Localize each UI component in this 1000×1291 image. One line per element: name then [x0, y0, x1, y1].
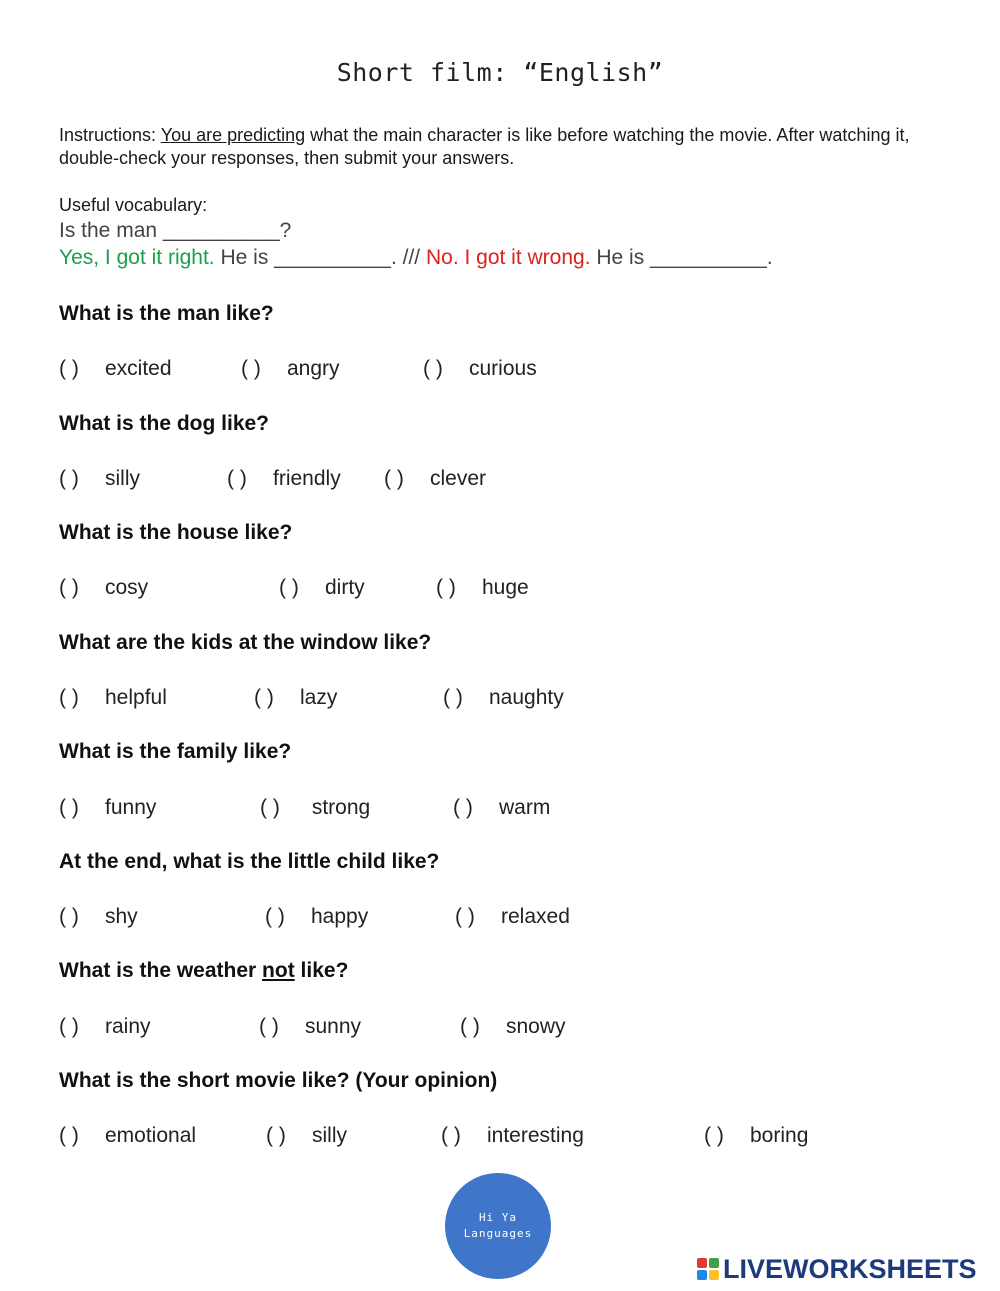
option-checkbox[interactable]: ( ) relaxed [455, 905, 570, 928]
vocabulary-answers [59, 246, 773, 270]
option-checkbox[interactable]: ( ) interesting [441, 1124, 584, 1147]
option-checkbox[interactable]: ( ) huge [436, 576, 529, 599]
option-checkbox[interactable]: ( ) dirty [279, 576, 365, 599]
vocabulary-he-is-1: He is __________. /// [214, 246, 426, 269]
brand-square-icon [697, 1270, 707, 1280]
question-5: What is the family like? [59, 740, 292, 763]
option-checkbox[interactable]: ( ) helpful [59, 686, 167, 709]
option-checkbox[interactable]: ( ) silly [266, 1124, 347, 1147]
option-checkbox[interactable]: ( ) naughty [443, 686, 564, 709]
option-checkbox[interactable]: ( ) warm [453, 796, 551, 819]
option-checkbox[interactable]: ( ) clever [384, 467, 487, 490]
liveworksheets-wordmark: LIVEWORKSHEETS [723, 1253, 977, 1284]
option-checkbox[interactable]: ( ) snowy [460, 1015, 566, 1038]
question-3: What is the house like? [59, 521, 293, 544]
vocabulary-no: No. I got it wrong. [425, 246, 591, 269]
brand-square-icon [697, 1258, 707, 1268]
instructions-prefix: Instructions: [59, 125, 161, 145]
option-checkbox[interactable]: ( ) happy [265, 905, 369, 928]
liveworksheets-icon [697, 1258, 719, 1280]
option-checkbox[interactable]: ( ) cosy [59, 576, 149, 599]
option-checkbox[interactable]: ( ) angry [241, 357, 340, 380]
instructions-rest: what the main character is like before watching the movie. After watching it, double-check your responses, then submit your answers. [59, 125, 910, 168]
option-checkbox[interactable]: ( ) shy [59, 905, 138, 928]
instructions-underlined: You are predicting [160, 125, 306, 145]
liveworksheets-brand [697, 1253, 977, 1285]
worksheet-title: Short film: “English” [336, 58, 664, 87]
brand-square-icon [709, 1270, 719, 1280]
option-checkbox[interactable]: ( ) boring [704, 1124, 809, 1147]
vocabulary-question: Is the man __________? [59, 219, 292, 242]
option-checkbox[interactable]: ( ) excited [59, 357, 172, 380]
option-checkbox[interactable]: ( ) sunny [259, 1015, 362, 1038]
vocabulary-yes: Yes, I got it right. [59, 246, 215, 269]
question-6: At the end, what is the little child like? [59, 850, 440, 873]
question-7: What is the weather not like? [59, 959, 349, 982]
logo-line-2: Languages [463, 1227, 533, 1240]
brand-square-icon [709, 1258, 719, 1268]
option-checkbox[interactable]: ( ) emotional [59, 1124, 197, 1147]
option-checkbox[interactable]: ( ) curious [423, 357, 537, 380]
question-8: What is the short movie like? (Your opinion) [59, 1069, 498, 1092]
option-checkbox[interactable]: ( ) strong [260, 796, 371, 819]
hi-ya-languages-logo [448, 1176, 548, 1276]
logo-line-1: Hi Ya [478, 1211, 518, 1224]
option-checkbox[interactable]: ( ) lazy [254, 686, 338, 709]
question-2: What is the dog like? [59, 412, 270, 435]
option-checkbox[interactable]: ( ) silly [59, 467, 140, 490]
instructions [59, 124, 939, 170]
option-checkbox[interactable]: ( ) rainy [59, 1015, 151, 1038]
option-checkbox[interactable]: ( ) friendly [227, 467, 341, 490]
question-1: What is the man like? [59, 302, 274, 325]
question-4: What are the kids at the window like? [59, 631, 432, 654]
vocabulary-label: Useful vocabulary: [59, 195, 208, 215]
option-checkbox[interactable]: ( ) funny [59, 796, 157, 819]
vocabulary-he-is-2: He is __________. [590, 246, 773, 269]
